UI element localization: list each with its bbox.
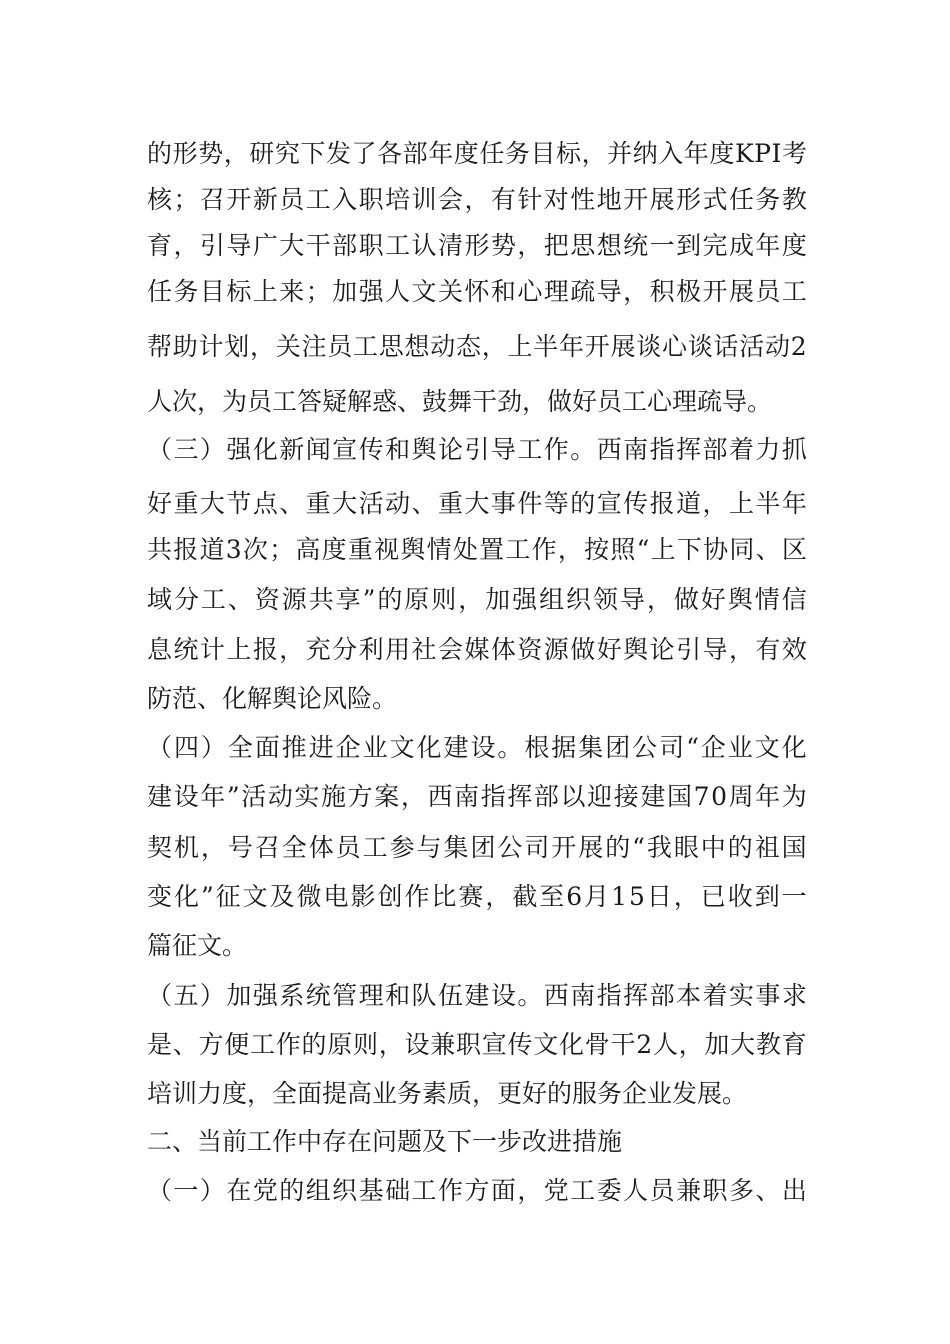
text-line: 共 报 道 3 次 ； 高 度 重 视 舆 情 处 置 工 作 ， 按 照 “ 上 下 协 同 、 区 — [147, 535, 807, 564]
text-line: 防范、化解舆论风险。 — [147, 684, 398, 713]
section-heading-4: （ 四 ） 全 面 推 进 企 业 文 化 建 设 。 根 据 集 团 公 司 “ 企 业 文 化 — [147, 733, 807, 762]
text-line: 域 分 工 、 资 源 共 享 ” 的 原 则 ， 加 强 组 织 领 导 ， 做 好 舆 情 信 — [147, 585, 807, 614]
text-line: （ 一 ） 在 党 的 组 织 基 础 工 作 方 面 ， 党 工 委 人 员 兼 职 多 、 出 — [147, 1176, 807, 1205]
text-line: 核 ； 召 开 新 员 工 入 职 培 训 会 ， 有 针 对 性 地 开 展 形 式 任 务 教 — [147, 185, 807, 214]
text-line: 任 务 目 标 上 来 ； 加 强 人 文 关 怀 和 心 理 疏 导 ， 积 极 开 展 员 工 — [147, 277, 807, 306]
text-line: 是 、 方 便 工 作 的 原 则 ， 设 兼 职 宣 传 文 化 骨 干 2 人 ， 加 大 教 育 — [147, 1030, 807, 1059]
section-heading-3: （ 三 ） 强 化 新 闻 宣 传 和 舆 论 引 导 工 作 。 西 南 指 挥 部 着 力 抓 — [147, 435, 807, 464]
section-heading-5: （ 五 ） 加 强 系 统 管 理 和 队 伍 建 设 。 西 南 指 挥 部 本 着 实 事 求 — [147, 981, 807, 1010]
text-line: 息 统 计 上 报 ， 充 分 利 用 社 会 媒 体 资 源 做 好 舆 论 引 导 ， 有 效 — [147, 635, 807, 664]
text-line: 篇征文。 — [147, 931, 248, 960]
text-line: 的 形 势 ， 研 究 下 发 了 各 部 年 度 任 务 目 标 ， 并 纳 入 年 度 K P I 考 — [147, 139, 807, 168]
text-line: 帮 助 计 划 ， 关 注 员 工 思 想 动 态 ， 上 半 年 开 展 谈 心 谈 话 活 动 2 — [147, 332, 807, 361]
text-line: 人次，为员工答疑解惑、鼓舞干劲，做好员工心理疏导。 — [147, 387, 773, 416]
text-line: 好 重 大 节 点 、 重 大 活 动 、 重 大 事 件 等 的 宣 传 报 道 ， 上 半 年 — [147, 489, 807, 518]
text-line: 育 ， 引 导 广 大 干 部 职 工 认 清 形 势 ， 把 思 想 统 一 到 完 成 年 度 — [147, 231, 807, 260]
section-heading-2: 二、当前工作中存在问题及下一步改进措施 — [147, 1127, 623, 1156]
text-line: 培训力度，全面提高业务素质，更好的服务企业发展。 — [147, 1079, 748, 1108]
text-line: 变 化 ” 征 文 及 微 电 影 创 作 比 赛 ， 截 至 6 月 1 5 日 ， 已 收 到 一 — [147, 882, 807, 911]
text-line: 建 设 年 ” 活 动 实 施 方 案 ， 西 南 指 挥 部 以 迎 接 建 国 7 0 周 年 为 — [147, 782, 807, 811]
text-line: 契 机 ， 号 召 全 体 员 工 参 与 集 团 公 司 开 展 的 “ 我 眼 中 的 祖 国 — [147, 833, 807, 862]
